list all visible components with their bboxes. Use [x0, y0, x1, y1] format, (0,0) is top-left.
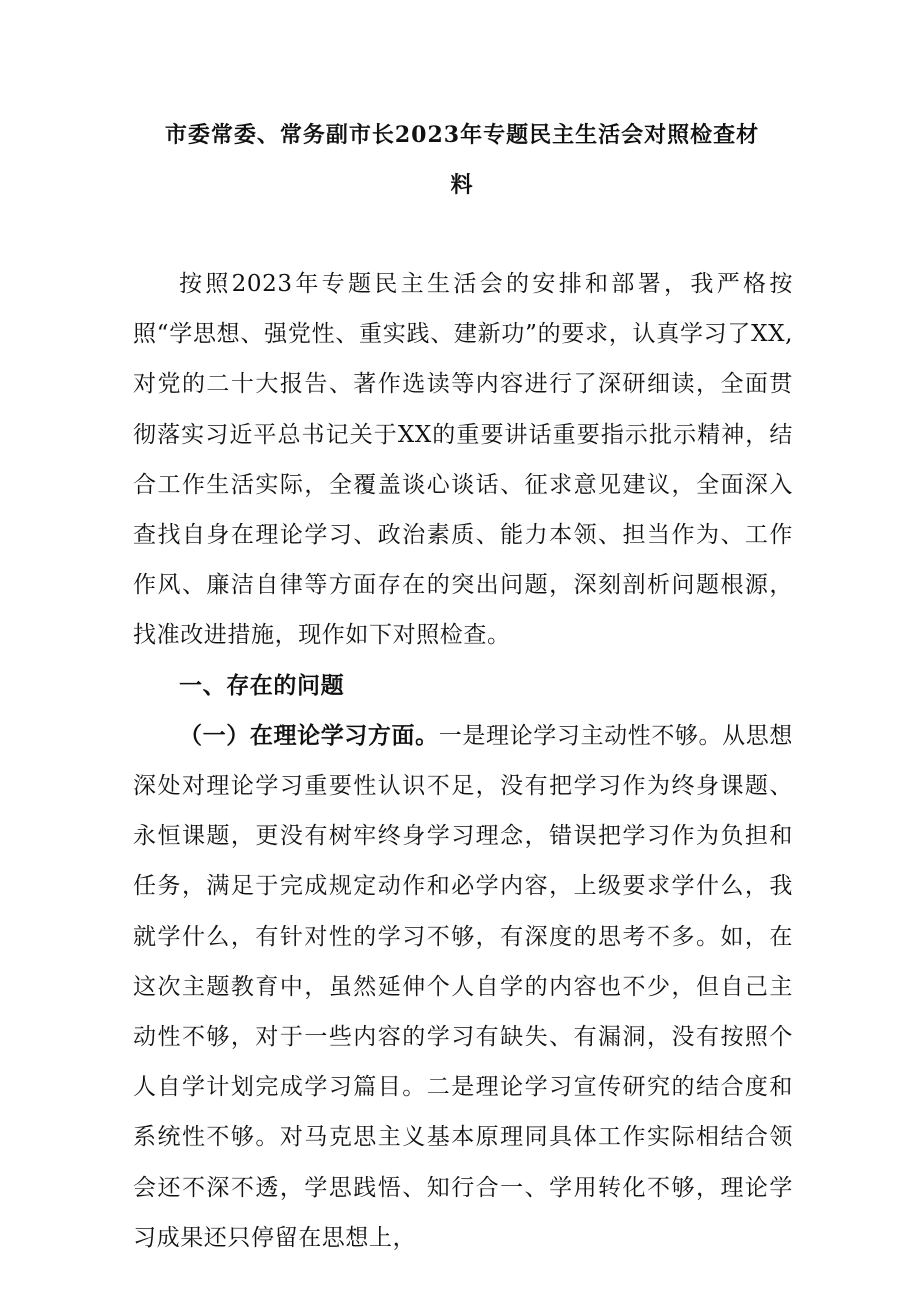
subsection-heading-theory-study: （一）在理论学习方面。 — [179, 721, 439, 749]
subsection-text-theory-study: 一是理论学习主动性不够。从思想深处对理论学习重要性认识不足，没有把学习作为终身课题、永恒课题，更没有树牢终身学习理念，错误把学习作为负担和任务，满足于完成规定动作和必学内容，上级要求学什么，我就学什么，有针对性的学习不够，有深度的思考不多。如，在这次主题教育中，虽然延伸个人自学的内容也不少，但自己主动性不够，对于一些内容的学习有缺失、有漏洞，没有按照个人自学计划完成学习篇目。二是理论学习宣传研究的结合度和系统性不够。对马克思主义基本原理同具体工作实际相结合领会还不深不透，学思践悟、知行合一、学用转化不够，理论学习成果还只停留在思想上， — [133, 722, 793, 1251]
document-body — [133, 259, 793, 1263]
section-heading-problems: 一、存在的问题 — [179, 671, 345, 699]
subsection-theory-study — [133, 711, 793, 1263]
document-title-line2: 料 — [450, 172, 474, 198]
intro-paragraph: 按照2023年专题民主生活会的安排和部署，我严格按照“学思想、强党性、重实践、建新功”的要求，认真学习了XX,对党的二十大报告、著作选读等内容进行了深研细读，全面贯彻落实习近平总书记关于XX的重要讲话重要指示批示精神，结合工作生活实际，全覆盖谈心谈话、征求意见建议，全面深入查找自身在理论学习、政治素质、能力本领、担当作为、工作作风、廉洁自律等方面存在的突出问题，深刻剖析问题根源，找准改进措施，现作如下对照检查。 — [133, 271, 793, 649]
document-title-line1: 市委常委、常务副市长2023年专题民主生活会对照检查材 — [164, 122, 760, 148]
